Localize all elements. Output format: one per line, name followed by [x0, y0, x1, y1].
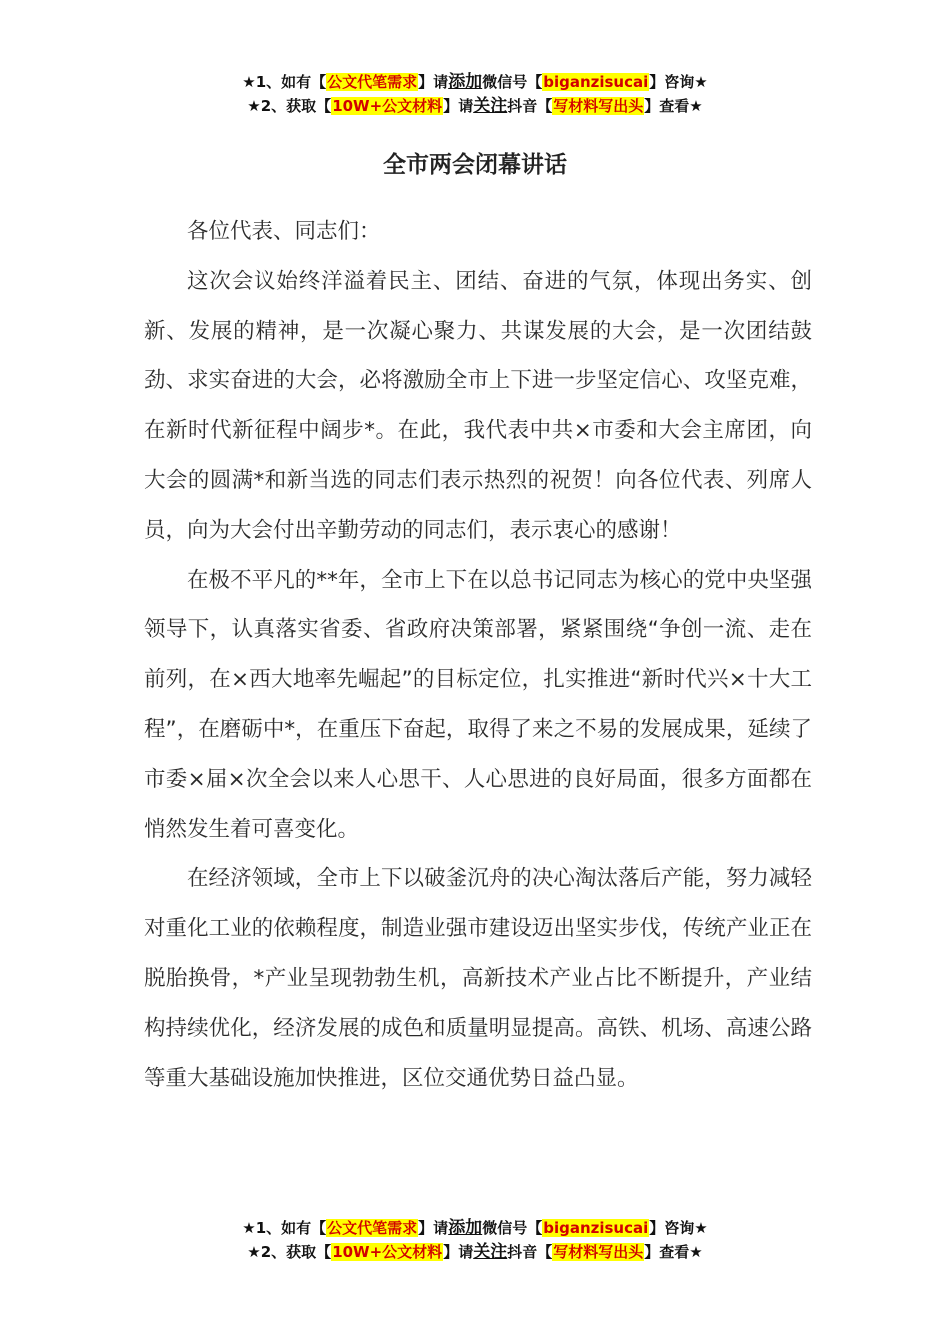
promo-line-2 [0, 1240, 950, 1264]
emphasis-follow: 关注 [473, 1242, 508, 1262]
highlight-materials: 10W+公文材料 [332, 97, 443, 115]
promo-banner-top [0, 70, 950, 118]
promo-text: ★1、如有【 [242, 73, 327, 91]
highlight-wechat-id: biganzisucai [543, 1219, 649, 1237]
paragraph: 在极不平凡的**年，全市上下在以总书记同志为核心的党中央坚强领导下，认真落实省委、省政府决策部署，紧紧围绕“争创一流、走在前列，在×西大地率先崛起”的目标定位，扎实推进“新时代兴×十大工程”，在磨砺中*，在重压下奋起，取得了来之不易的发展成果，延续了市委×届×次全会以来人心思干、人心思进的良好局面，很多方面都在悄然发生着可喜变化。 [144, 567, 812, 842]
promo-line-1 [0, 1216, 950, 1240]
promo-text: 】查看★ [644, 1243, 703, 1261]
promo-text: 微信号【 [482, 1219, 543, 1237]
promo-line-1 [0, 70, 950, 94]
highlight-service: 公文代笔需求 [327, 1219, 418, 1237]
promo-text: 微信号【 [482, 73, 543, 91]
document-title: 全市两会闭幕讲话 [383, 152, 567, 178]
emphasis-add: 添加 [448, 1218, 483, 1238]
highlight-materials: 10W+公文材料 [332, 1243, 443, 1261]
paragraph: 在经济领域，全市上下以破釜沉舟的决心淘汰落后产能，努力减轻对重化工业的依赖程度，制造业强市建设迈出坚实步伐，传统产业正在脱胎换骨，*产业呈现勃勃生机，高新技术产业占比不断提升，产业结构持续优化，经济发展的成色和质量明显提高。高铁、机场、高速公路等重大基础设施加快推进，区位交通优势日益凸显。 [144, 866, 812, 1091]
promo-text: 】请 [443, 97, 474, 115]
promo-text: 抖音【 [507, 97, 553, 115]
promo-text: 】咨询★ [649, 1219, 708, 1237]
promo-banner-bottom [0, 1216, 950, 1264]
highlight-douyin-id: 写材料写出头 [553, 1243, 644, 1261]
highlight-douyin-id: 写材料写出头 [553, 97, 644, 115]
promo-text: ★2、获取【 [247, 1243, 332, 1261]
highlight-service: 公文代笔需求 [327, 73, 418, 91]
promo-text: 】请 [443, 1243, 474, 1261]
promo-text: 】请 [418, 73, 449, 91]
promo-text: 】咨询★ [649, 73, 708, 91]
paragraph: 这次会议始终洋溢着民主、团结、奋进的气氛，体现出务实、创新、发展的精神，是一次凝心聚力、共谋发展的大会，是一次团结鼓劲、求实奋进的大会，必将激励全市上下进一步坚定信心、攻坚克难，在新时代新征程中阔步*。在此，我代表中共×市委和大会主席团，向大会的圆满*和新当选的同志们表示热烈的祝贺！向各位代表、列席人员，向为大会付出辛勤劳动的同志们，表示衷心的感谢！ [144, 268, 812, 543]
emphasis-add: 添加 [448, 72, 483, 92]
promo-text: 抖音【 [507, 1243, 553, 1261]
document-body [144, 207, 812, 1103]
promo-text: ★1、如有【 [242, 1219, 327, 1237]
promo-text: ★2、获取【 [247, 97, 332, 115]
promo-text: 】请 [418, 1219, 449, 1237]
salutation: 各位代表、同志们： [187, 219, 381, 244]
highlight-wechat-id: biganzisucai [543, 73, 649, 91]
promo-text: 】查看★ [644, 97, 703, 115]
emphasis-follow: 关注 [473, 96, 508, 116]
promo-line-2 [0, 94, 950, 118]
